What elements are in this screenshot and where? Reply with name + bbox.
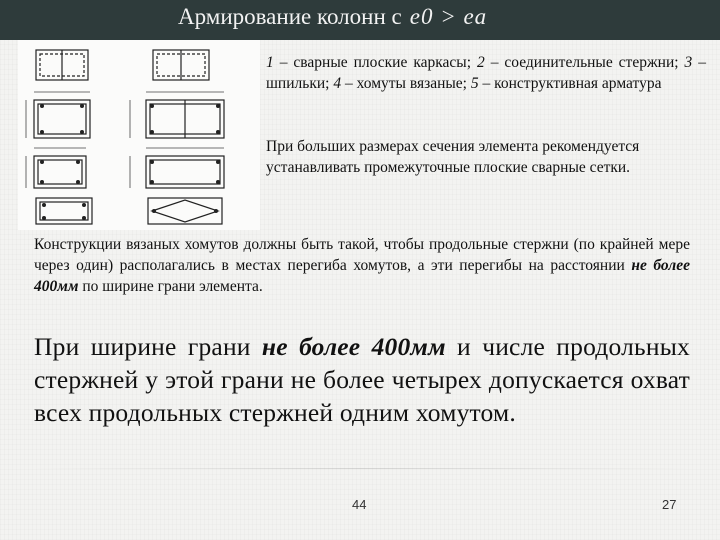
slide-title — [178, 4, 487, 30]
legend-text-4: – хомуты вязаные; — [341, 75, 471, 92]
legend-num-1: 1 — [266, 54, 274, 71]
footer-divider — [34, 468, 690, 469]
para2-text-a: При ширине грани — [34, 332, 262, 361]
slide-title-text: Армирование колонн с — [178, 4, 402, 29]
para2-emphasis: не более 400мм — [261, 332, 446, 361]
body-paragraph-1 — [34, 234, 690, 297]
legend-text-2: – соединительные стержни; — [484, 54, 685, 71]
para1-text-a: Конструкции вязаных хомутов должны быть такой, чтобы продольные стержни (по крайней мере через один) располагались в местах перегиба хомутов, а эти перегибы на расстоянии — [34, 236, 690, 274]
body-paragraph-2 — [34, 330, 690, 429]
legend-text-3: – шпильки; — [266, 54, 707, 92]
page-number-left: 44 — [352, 497, 367, 512]
figure-legend — [266, 52, 706, 94]
para2-text-c: и числе продольных стержней у этой грани не более четырех допускается охват всех продольных стержней одним хомутом. — [34, 332, 690, 427]
reinforcement-figure — [18, 40, 260, 230]
column-sections-drawing — [18, 40, 260, 230]
para1-emphasis: не более 400мм — [34, 257, 690, 295]
legend-num-3: 3 — [684, 54, 693, 71]
legend-text-5: – конструктивная арматура — [478, 75, 662, 92]
slide-title-math: e0 > ea — [409, 4, 488, 29]
legend-num-4: 4 — [333, 75, 342, 92]
note-paragraph: При больших размерах сечения элемента рекомендуется устанавливать промежуточные плоские сварные сетки. — [266, 138, 640, 176]
page-number-right: 27 — [662, 497, 677, 512]
legend-text-1: – сварные плоские каркасы; — [273, 54, 477, 71]
para1-text-c: по ширине грани элемента. — [78, 278, 263, 295]
legend-num-5: 5 — [470, 75, 479, 92]
legend-num-2: 2 — [476, 54, 485, 71]
